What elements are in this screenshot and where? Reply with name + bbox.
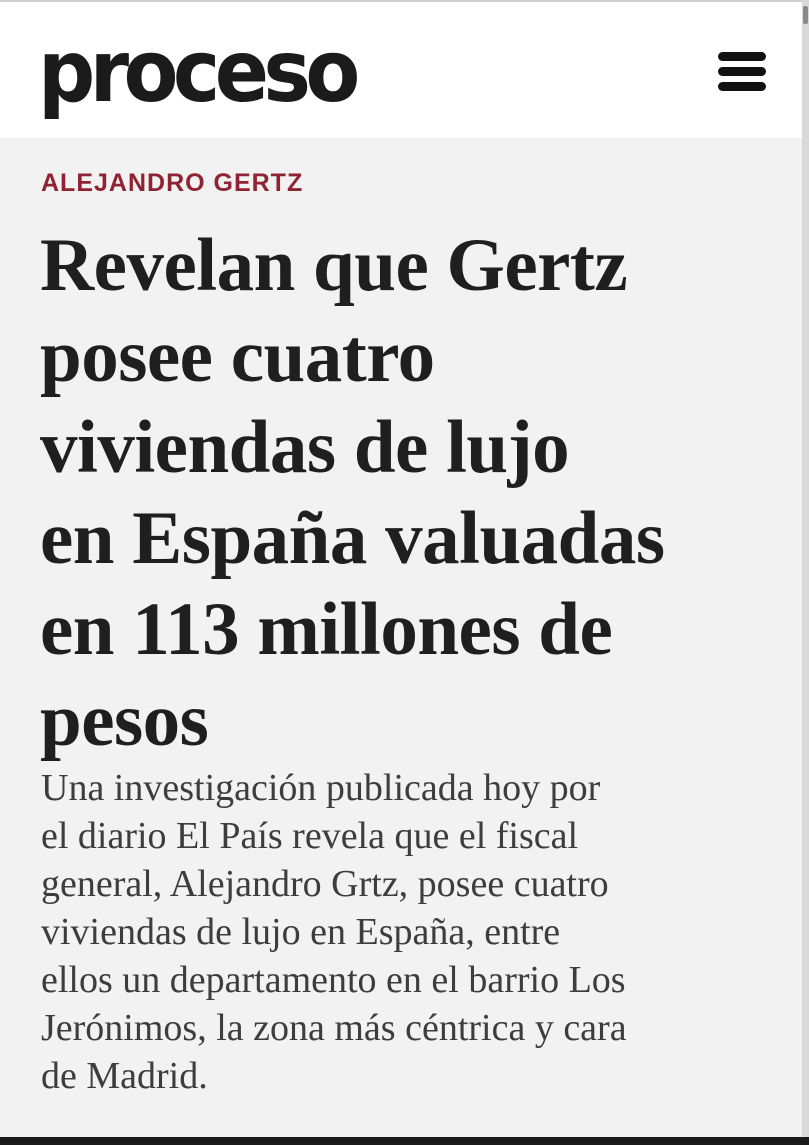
summary-line: ellos un departamento en el barrio Los [41, 959, 626, 1001]
headline-line: viviendas de lujo [40, 406, 570, 489]
hamburger-menu-icon[interactable] [712, 46, 772, 98]
summary-line: viviendas de lujo en España, entre [41, 911, 561, 953]
headline-line: pesos [40, 679, 209, 762]
summary-line: Una investigación publicada hoy por [41, 767, 601, 809]
scroll-track[interactable] [802, 0, 809, 1145]
summary-line: general, Alejandro Grtz, posee cuatro [41, 863, 609, 905]
menu-bar-middle [718, 67, 766, 76]
article-category-link[interactable]: ALEJANDRO GERTZ [41, 169, 304, 197]
proceso-logo[interactable]: proceso [38, 22, 355, 122]
headline-line: en España valuadas [40, 497, 665, 580]
menu-bar-top [718, 52, 766, 61]
article-headline [40, 220, 780, 766]
headline-line: en 113 millones de [40, 588, 613, 671]
article-summary [41, 764, 786, 1100]
menu-bar-bottom [718, 82, 766, 91]
site-header [0, 0, 809, 138]
scroll-thumb[interactable] [803, 6, 808, 24]
summary-line: de Madrid. [41, 1055, 208, 1097]
bottom-edge-bar [0, 1137, 809, 1145]
summary-line: el diario El País revela que el fiscal [41, 815, 579, 857]
headline-line: Revelan que Gertz [40, 224, 628, 307]
summary-line: Jerónimos, la zona más céntrica y cara [41, 1007, 627, 1049]
headline-line: posee cuatro [40, 315, 435, 398]
